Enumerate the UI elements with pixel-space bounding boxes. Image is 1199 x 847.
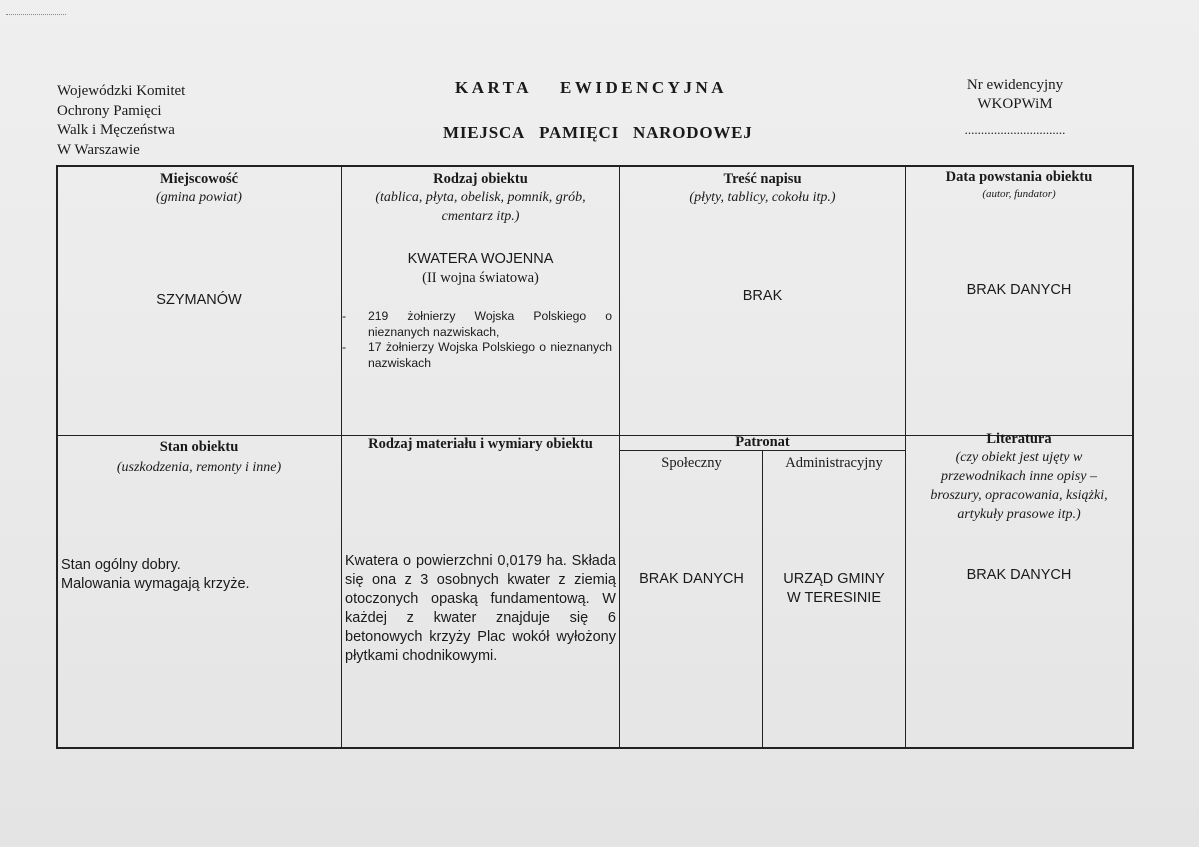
document-subtitle [443, 123, 767, 143]
label-spoleczny: Społeczny [661, 455, 722, 471]
list-item: - 219 żołnierzy Wojska Polskiego o nieznanych nazwiskach, [342, 309, 612, 340]
value-line: URZĄD GMINY [783, 571, 885, 587]
table-border [56, 747, 1134, 749]
value-data-powstania: BRAK DANYCH [966, 282, 1072, 298]
cell-rodzaj-obiektu [343, 170, 618, 226]
record-table [56, 165, 1134, 748]
hint-miejscowosc: (gmina powiat) [156, 190, 242, 205]
column-divider [341, 165, 342, 748]
cell-stan-obiektu [58, 438, 340, 477]
committee-line: Ochrony Pamięci [57, 102, 162, 119]
value-rodzaj-title: KWATERA WOJENNA [407, 251, 554, 267]
value-line: W TERESINIE [787, 590, 881, 606]
list-item: - 17 żołnierzy Wojska Polskiego o nieznanych nazwiskach [342, 340, 612, 371]
cell-tresc-napisu [621, 170, 904, 207]
committee-line: Wojewódzki Komitet [57, 83, 186, 99]
hint-rodzaj-obiektu: cmentarz itp.) [441, 209, 520, 224]
hint-rodzaj-obiektu: (tablica, płyta, obelisk, pomnik, grób, [375, 190, 586, 205]
header-material: Rodzaj materiału i wymiary obiektu [368, 436, 593, 452]
column-divider [905, 165, 906, 748]
table-border [56, 165, 1134, 167]
subtitle-word: PAMIĘCI [539, 123, 620, 142]
header-rodzaj-obiektu: Rodzaj obiektu [433, 171, 528, 187]
nr-org: WKOPWiM [977, 96, 1053, 112]
label-administracyjny: Administracyjny [785, 455, 883, 471]
value-spoleczny: BRAK DANYCH [639, 571, 744, 587]
hint-stan-obiektu: (uszkodzenia, remonty i inne) [116, 460, 282, 475]
value-miejscowosc: SZYMANÓW [156, 292, 242, 308]
header-tresc-napisu: Treść napisu [723, 171, 802, 187]
committee-address [57, 82, 185, 160]
committee-line: Walk i Męczeństwa [57, 122, 175, 138]
subtitle-word: NARODOWEJ [633, 123, 753, 142]
title-word: KARTA [455, 78, 533, 97]
value-line: Malowania wymagają krzyże. [61, 576, 250, 592]
value-administracyjny [763, 570, 905, 608]
nr-label: Nr ewidencyjny [966, 77, 1064, 93]
header-data-powstania: Data powstania obiektu [945, 169, 1093, 185]
header-literatura: Literatura [986, 431, 1052, 447]
hint-literatura: broszury, opracowania, książki, [930, 488, 1108, 503]
cell-material [343, 435, 618, 453]
value-rodzaj-sub: (II wojna światowa) [422, 270, 539, 286]
document-title [455, 78, 727, 98]
value-literatura: BRAK DANYCH [966, 567, 1072, 583]
subtitle-word: MIEJSCA [443, 123, 526, 142]
cell-literatura [907, 430, 1131, 524]
value-material: Kwatera o powierzchni 0,0179 ha. Składa się ona z 3 osobnych kwater z ziemią otoczonych opaską fundamentową. W każdej z kwater znajduje się 6 betonowych krzyży Plac wokół wyłożony płytkami chodnikowymi. [345, 553, 616, 664]
column-divider [619, 165, 620, 748]
registration-number-block [940, 76, 1090, 139]
header-miejscowosc: Miejscowość [159, 171, 239, 187]
hint-literatura: przewodnikach inne opisy – [941, 469, 1097, 484]
value-tresc-napisu: BRAK [742, 288, 783, 304]
value-rodzaj-list [342, 309, 612, 371]
cell-data-powstania [907, 168, 1131, 202]
value-stan-obiektu [61, 556, 339, 594]
nr-fill-line: ............................... [964, 122, 1066, 137]
hint-literatura: artykuły prasowe itp.) [957, 507, 1081, 522]
header-patronat: Patronat [735, 434, 790, 450]
committee-line: W Warszawie [57, 141, 140, 158]
value-line: Stan ogólny dobry. [61, 557, 181, 573]
title-word: EWIDENCYJNA [560, 78, 728, 97]
table-border [1132, 165, 1134, 748]
corner-scan-mark [6, 6, 66, 15]
cell-patronat [621, 433, 904, 451]
hint-literatura: (czy obiekt jest ujęty w [955, 450, 1083, 465]
header-stan-obiektu: Stan obiektu [159, 439, 239, 455]
cell-miejscowosc [58, 170, 340, 207]
hint-data-powstania: (autor, fundator) [982, 188, 1056, 200]
hint-tresc-napisu: (płyty, tablicy, cokołu itp.) [689, 190, 836, 205]
